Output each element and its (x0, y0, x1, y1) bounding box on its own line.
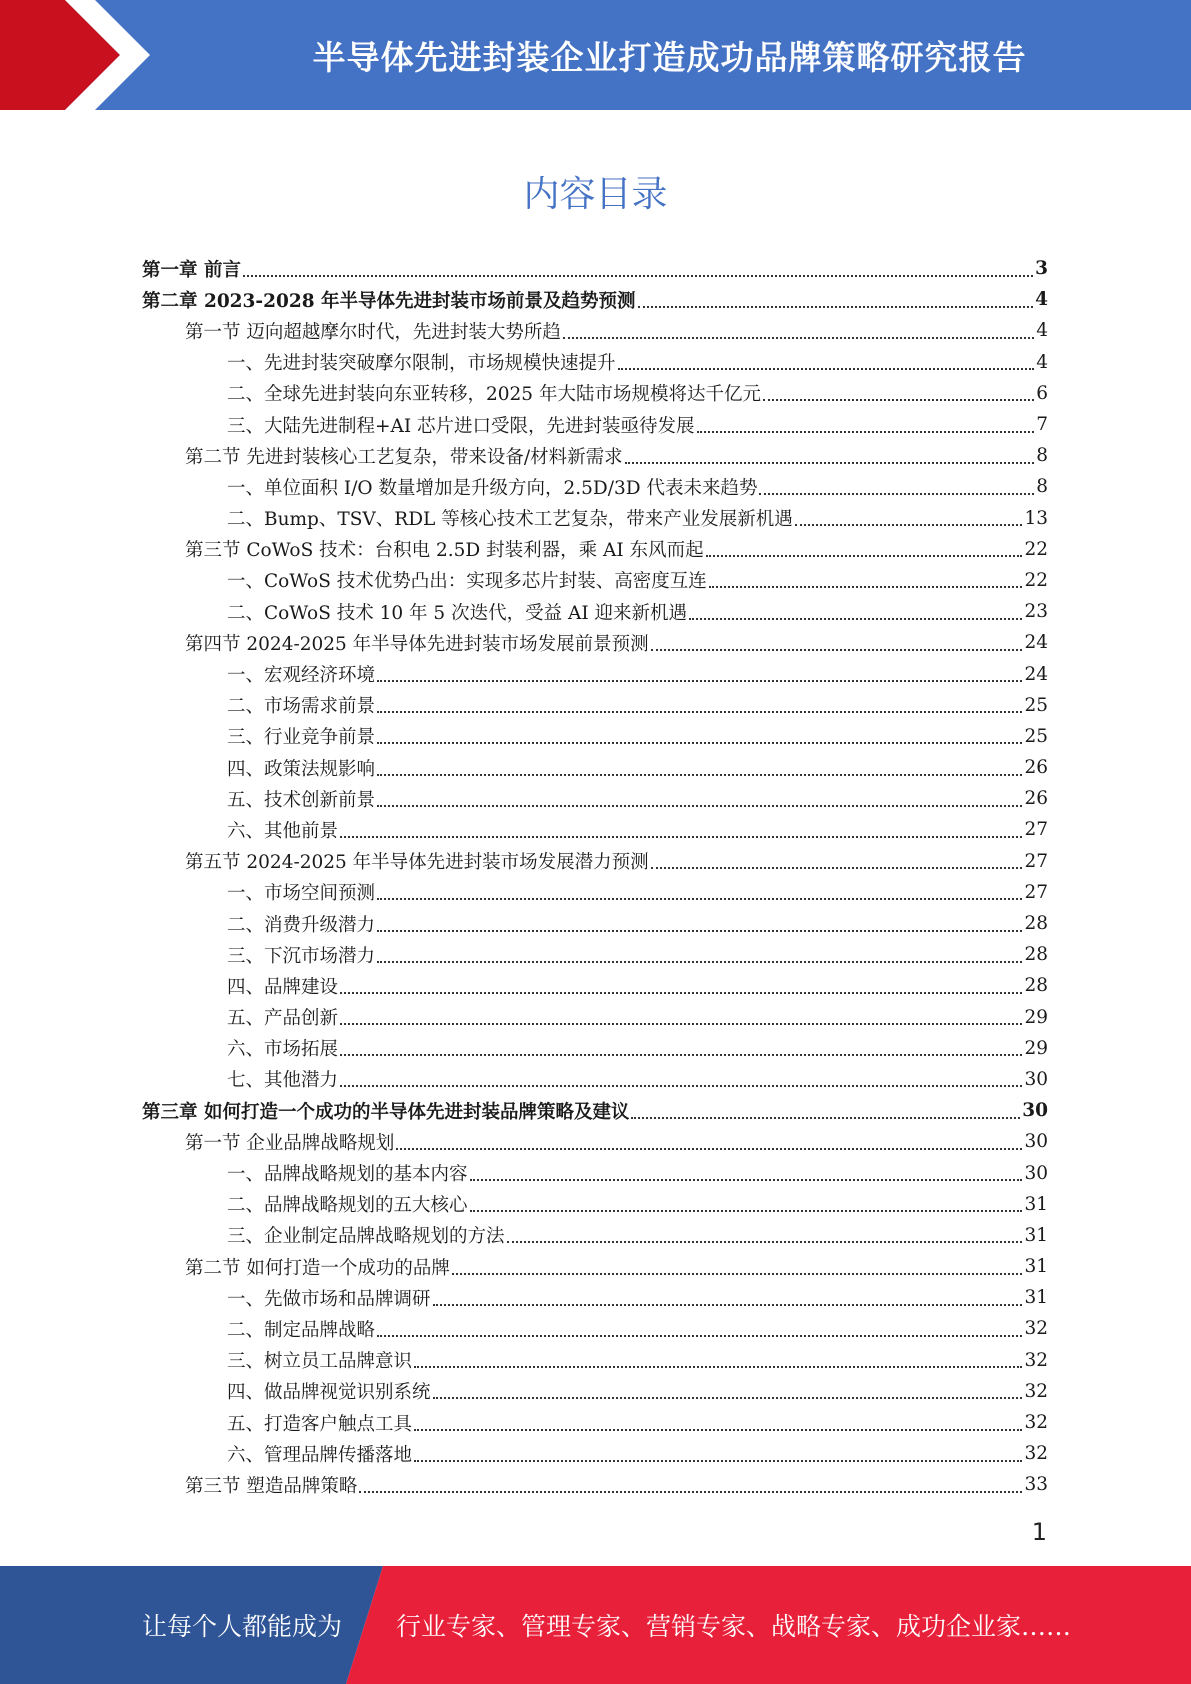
dot-leader (697, 431, 1035, 433)
dot-leader (359, 1491, 1022, 1493)
dot-leader (433, 1304, 1023, 1306)
dot-leader (470, 1210, 1023, 1212)
toc-entry[interactable] (142, 596, 1048, 627)
toc-entry[interactable] (142, 565, 1048, 596)
toc-entry-title: 二、全球先进封装向东亚转移，2025 年大陆市场规模将达千亿元 (227, 384, 761, 406)
toc-entry-page: 24 (1024, 663, 1048, 685)
toc-entry-title: 六、其他前景 (227, 820, 339, 842)
dot-leader (759, 493, 1034, 495)
toc-entry[interactable] (142, 1033, 1048, 1064)
dot-leader (377, 742, 1022, 744)
toc-entry[interactable] (142, 1251, 1048, 1282)
toc-entry[interactable] (142, 1345, 1048, 1376)
toc-entry-page: 32 (1024, 1412, 1048, 1434)
toc-entry-title: 二、制定品牌战略 (227, 1319, 376, 1341)
toc-entry-page: 4 (1036, 351, 1048, 373)
dot-leader (795, 524, 1023, 526)
toc-entry-page: 28 (1024, 975, 1048, 997)
toc-entry-title: 一、CoWoS 技术优势凸出：实现多芯片封装、高密度互连 (227, 571, 707, 593)
toc-entry[interactable] (142, 1157, 1048, 1188)
toc-entry-page: 30 (1024, 1162, 1048, 1184)
toc-entry-page: 25 (1024, 694, 1048, 716)
toc-entry-title: 五、产品创新 (227, 1008, 339, 1030)
toc-entry-title: 第三章 如何打造一个成功的半导体先进封装品牌策略及建议 (142, 1101, 630, 1123)
toc-entry-page: 31 (1024, 1193, 1048, 1215)
toc-entry-title: 第三节 塑造品牌策略 (185, 1475, 358, 1497)
dot-leader (414, 1429, 1022, 1431)
toc-entry[interactable] (142, 658, 1048, 689)
toc-entry-title: 五、打造客户触点工具 (227, 1413, 413, 1435)
toc-entry[interactable] (142, 534, 1048, 565)
toc-entry-page: 8 (1036, 445, 1048, 467)
toc-entry[interactable] (142, 690, 1048, 721)
toc-entry-title: 一、市场空间预测 (227, 883, 376, 905)
page-number: 1 (1031, 1518, 1047, 1546)
dot-leader (414, 1460, 1022, 1462)
toc-entry-title: 第一节 迈向超越摩尔时代，先进封装大势所趋 (185, 321, 561, 343)
toc-entry-title: 第四节 2024-2025 年半导体先进封装市场发展前景预测 (185, 633, 649, 655)
dot-leader (507, 1241, 1023, 1243)
dot-leader (433, 1397, 1023, 1399)
toc-entry-page: 23 (1024, 601, 1048, 623)
report-title: 半导体先进封装企业打造成功品牌策略研究报告 (312, 37, 1027, 77)
toc-entry-page: 29 (1024, 1037, 1048, 1059)
toc-entry-title: 三、树立员工品牌意识 (227, 1351, 413, 1373)
toc-entry-page: 30 (1022, 1100, 1048, 1122)
toc-entry-page: 28 (1024, 913, 1048, 935)
dot-leader (651, 649, 1023, 651)
toc-entry-title: 三、下沉市场潜力 (227, 945, 376, 967)
toc-entry-title: 第三节 CoWoS 技术：台积电 2.5D 封装利器，乘 AI 东风而起 (185, 540, 704, 562)
toc-entry-page: 6 (1036, 382, 1048, 404)
toc-entry-page: 26 (1024, 788, 1048, 810)
dot-leader (638, 306, 1034, 308)
dot-leader (651, 867, 1023, 869)
toc-entry[interactable] (142, 939, 1048, 970)
toc-entry-title: 第一节 企业品牌战略规划 (185, 1132, 395, 1154)
toc-entry[interactable] (142, 877, 1048, 908)
dot-leader (377, 930, 1022, 932)
toc-entry[interactable] (142, 1376, 1048, 1407)
table-of-contents (142, 253, 1048, 1501)
toc-entry[interactable] (142, 1126, 1048, 1157)
toc-entry[interactable] (142, 627, 1048, 658)
toc-entry-title: 一、先进封装突破摩尔限制，市场规模快速提升 (227, 353, 616, 375)
dot-leader (452, 1273, 1023, 1275)
dot-leader (396, 1148, 1022, 1150)
toc-entry-page: 4 (1035, 289, 1048, 311)
toc-entry[interactable] (142, 253, 1048, 284)
toc-entry[interactable] (142, 1282, 1048, 1313)
toc-entry-title: 六、管理品牌传播落地 (227, 1444, 413, 1466)
toc-entry-title: 四、品牌建设 (227, 976, 339, 998)
toc-entry[interactable] (142, 315, 1048, 346)
toc-entry-page: 28 (1024, 944, 1048, 966)
dot-leader (377, 1335, 1022, 1337)
toc-entry-page: 31 (1024, 1224, 1048, 1246)
dot-leader (377, 774, 1022, 776)
toc-entry[interactable] (142, 1095, 1048, 1126)
toc-entry-title: 三、行业竞争前景 (227, 727, 376, 749)
toc-entry-title: 二、市场需求前景 (227, 696, 376, 718)
toc-entry[interactable] (142, 908, 1048, 939)
dot-leader (470, 1179, 1023, 1181)
toc-entry-title: 第一章 前言 (142, 259, 241, 281)
toc-entry[interactable] (142, 846, 1048, 877)
toc-entry-page: 8 (1036, 476, 1048, 498)
toc-entry-title: 七、其他潜力 (227, 1070, 339, 1092)
toc-entry-page: 22 (1024, 538, 1048, 560)
dot-leader (625, 462, 1035, 464)
dot-leader (377, 898, 1022, 900)
toc-entry[interactable] (142, 1469, 1048, 1500)
dot-leader (709, 586, 1023, 588)
dot-leader (377, 805, 1022, 807)
dot-leader (340, 1023, 1022, 1025)
toc-entry[interactable] (142, 814, 1048, 845)
toc-entry[interactable] (142, 721, 1048, 752)
toc-entry-page: 24 (1024, 632, 1048, 654)
toc-entry[interactable] (142, 378, 1048, 409)
toc-entry-page: 29 (1024, 1006, 1048, 1028)
dot-leader (243, 275, 1033, 277)
toc-entry-title: 三、企业制定品牌战略规划的方法 (227, 1226, 505, 1248)
toc-entry-page: 4 (1036, 320, 1048, 342)
toc-entry[interactable] (142, 1189, 1048, 1220)
toc-heading: 内容目录 (523, 174, 668, 215)
toc-entry-page: 22 (1024, 569, 1048, 591)
toc-entry-title: 一、先做市场和品牌调研 (227, 1288, 431, 1310)
toc-entry[interactable] (142, 783, 1048, 814)
toc-entry-page: 33 (1024, 1474, 1048, 1496)
dot-leader (377, 680, 1022, 682)
toc-entry-title: 五、技术创新前景 (227, 789, 376, 811)
toc-entry-page: 32 (1024, 1349, 1048, 1371)
footer-banner (0, 1566, 1191, 1684)
footer-slogan-right: 行业专家、管理专家、营销专家、战略专家、成功企业家…… (396, 1612, 1072, 1641)
toc-entry-title: 一、单位面积 I/O 数量增加是升级方向，2.5D/3D 代表未来趋势 (227, 477, 758, 499)
dot-leader (340, 836, 1022, 838)
toc-entry-title: 一、宏观经济环境 (227, 665, 376, 687)
toc-entry-page: 3 (1035, 258, 1048, 280)
toc-entry-title: 第五节 2024-2025 年半导体先进封装市场发展潜力预测 (185, 852, 649, 874)
toc-entry-title: 一、品牌战略规划的基本内容 (227, 1164, 468, 1186)
toc-entry[interactable] (142, 409, 1048, 440)
dot-leader (706, 555, 1023, 557)
toc-entry[interactable] (142, 970, 1048, 1001)
toc-entry[interactable] (142, 284, 1048, 315)
toc-entry[interactable] (142, 1313, 1048, 1344)
toc-entry-title: 二、品牌战略规划的五大核心 (227, 1195, 468, 1217)
toc-entry-page: 31 (1024, 1287, 1048, 1309)
toc-entry-title: 四、政策法规影响 (227, 758, 376, 780)
dot-leader (414, 1366, 1022, 1368)
toc-entry[interactable] (142, 1220, 1048, 1251)
dot-leader (340, 1054, 1022, 1056)
toc-entry-page: 27 (1024, 819, 1048, 841)
toc-entry-page: 32 (1024, 1318, 1048, 1340)
toc-entry-page: 30 (1024, 1068, 1048, 1090)
toc-entry-title: 六、市场拓展 (227, 1039, 339, 1061)
toc-entry[interactable] (142, 1064, 1048, 1095)
dot-leader (563, 337, 1034, 339)
toc-entry-title: 二、CoWoS 技术 10 年 5 次迭代，受益 AI 迎来新机遇 (227, 602, 688, 624)
toc-entry-title: 四、做品牌视觉识别系统 (227, 1382, 431, 1404)
dot-leader (377, 961, 1022, 963)
toc-entry-page: 32 (1024, 1443, 1048, 1465)
toc-entry[interactable] (142, 752, 1048, 783)
dot-leader (377, 711, 1022, 713)
toc-entry[interactable] (142, 1002, 1048, 1033)
dot-leader (618, 368, 1035, 370)
toc-entry-title: 第二节 如何打造一个成功的品牌 (185, 1257, 450, 1279)
dot-leader (763, 399, 1034, 401)
dot-leader (340, 1085, 1022, 1087)
toc-entry-page: 27 (1024, 881, 1048, 903)
toc-entry-page: 13 (1024, 507, 1048, 529)
toc-entry-page: 31 (1024, 1256, 1048, 1278)
toc-entry[interactable] (142, 503, 1048, 534)
toc-entry[interactable] (142, 1438, 1048, 1469)
toc-entry-title: 第二章 2023-2028 年半导体先进封装市场前景及趋势预测 (142, 290, 636, 312)
toc-entry[interactable] (142, 1407, 1048, 1438)
toc-entry-title: 二、消费升级潜力 (227, 914, 376, 936)
toc-entry-page: 7 (1036, 414, 1048, 436)
toc-entry-page: 30 (1024, 1131, 1048, 1153)
toc-entry[interactable] (142, 440, 1048, 471)
toc-entry[interactable] (142, 347, 1048, 378)
dot-leader (689, 618, 1022, 620)
toc-entry-page: 25 (1024, 725, 1048, 747)
toc-entry-page: 26 (1024, 757, 1048, 779)
dot-leader (340, 992, 1022, 994)
toc-entry-title: 第二节 先进封装核心工艺复杂，带来设备/材料新需求 (185, 446, 623, 468)
footer-slogan-left: 让每个人都能成为 (142, 1612, 343, 1641)
dot-leader (631, 1117, 1020, 1119)
toc-entry-title: 三、大陆先进制程+AI 芯片进口受限，先进封装亟待发展 (227, 415, 695, 437)
toc-entry-page: 27 (1024, 850, 1048, 872)
toc-entry[interactable] (142, 471, 1048, 502)
toc-entry-title: 二、Bump、TSV、RDL 等核心技术工艺复杂，带来产业发展新机遇 (227, 509, 793, 531)
toc-entry-page: 32 (1024, 1380, 1048, 1402)
